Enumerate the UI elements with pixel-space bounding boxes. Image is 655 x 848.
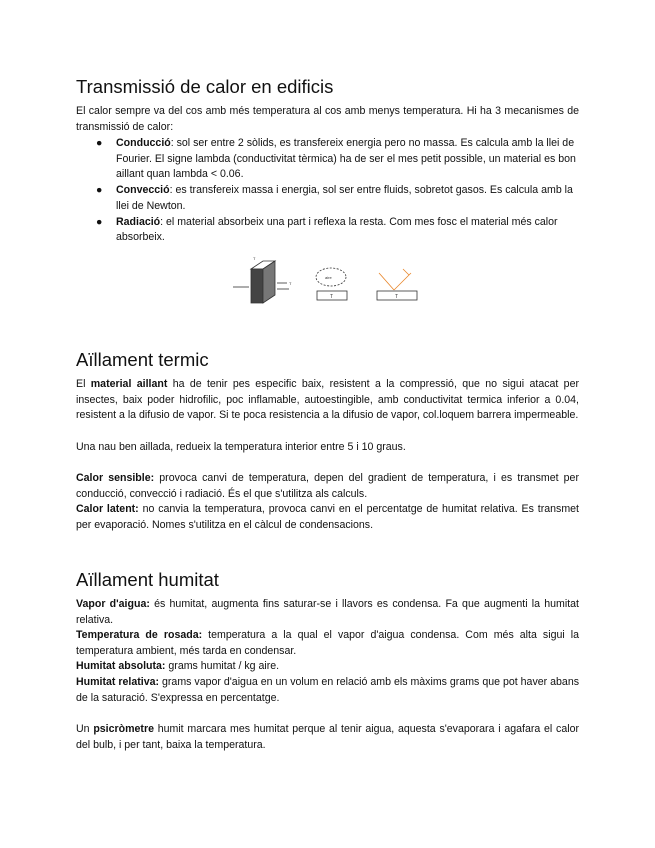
conduction-text: : sol ser entre 2 sòlids, es transfereix energia pero no massa. Es calcula amb la llei de Fourier. El signe lambda (conductivitat tèrmica) ha de ser el mes petit possible, un material es bon aillant quan lambda < 0.06.	[116, 137, 576, 181]
term-dew-point: Temperatura de rosada:	[76, 629, 203, 641]
insulation-paragraph	[76, 377, 579, 424]
term-conduction: Conducció	[116, 137, 171, 149]
list-item	[76, 215, 579, 246]
radiation-text: : el material absorbeix una part i reflexa la resta. Com mes fosc el material més calor absorbeix.	[116, 215, 558, 244]
bullet-icon: ●	[96, 184, 103, 197]
relative-humidity-text: grams vapor d'aigua en un volum en relació amb els màxims grams que pot haver abans de la saturació. S'expressa en percentatge.	[76, 676, 580, 704]
dew-point-text: temperatura a la qual el vapor d'aigua condensa. Com més alta sigui la temperatura ambient, més tarda en condensar.	[76, 629, 579, 657]
heat-transfer-figure	[231, 257, 421, 309]
psychrometer-text: humit marcara mes humitat perque al tenir aigua, aquesta s'evaporara i agafara el calor del bulb, i per tant, baixa la temperatura.	[76, 723, 579, 751]
radiation-t-label: T	[395, 294, 399, 300]
bullet-icon: ●	[96, 137, 103, 149]
convection-text: : es transfereix massa i energia, sol ser entre fluids, sobretot gasos. Es calcula amb la llei de Newton.	[116, 184, 573, 212]
intro-paragraph: El calor sempre va del cos amb més temperatura al cos amb menys temperatura. Hi ha 3 mecanismes de transmissió de calor:	[76, 105, 579, 133]
convection-t-label: T	[330, 294, 334, 300]
svg-text:T: T	[289, 281, 292, 286]
psychrometer-text-pre: Un	[76, 723, 94, 735]
term-water-vapour: Vapor d'aigua:	[76, 598, 150, 610]
convection-label: aire	[325, 275, 332, 280]
latent-heat-paragraph	[76, 502, 579, 533]
radiation-sketch	[377, 269, 417, 300]
insulation-text: ha de tenir pes especific baix, resistent a la compressió, que no sigui atacat per insectes, baix poder hidrofilic, poc inflamable, autoestingible, amb conductivitat termica inferior a 0.04, resistent a la difusio de vapor. Si te poca resistencia a la difusio de vapor, col.loquem barrera impermeable.	[76, 378, 579, 422]
latent-heat-text: no canvia la temperatura, provoca canvi en el percentatge de humitat relativa. Es transmet per evaporació. Nomes s'utilitza en el càlcul de condensacions.	[76, 503, 579, 531]
term-radiation: Radiació	[116, 215, 161, 228]
list-item	[76, 183, 579, 214]
bullet-icon: ●	[96, 215, 103, 228]
sensible-heat-paragraph	[76, 471, 579, 502]
mechanisms-list	[76, 136, 579, 246]
term-convection: Convecció	[116, 184, 170, 197]
term-sensible-heat: Calor sensible:	[76, 472, 155, 484]
term-latent-heat: Calor latent:	[76, 503, 139, 515]
term-insulating-material: material aillant	[90, 378, 168, 390]
section-title-thermal-insulation: Aïllament termic	[76, 349, 209, 370]
water-vapour-text: és humitat, augmenta fins saturar-se i llavors es condensa. Fa que augmenti la humitat relativa.	[76, 598, 580, 626]
term-psychrometer: psicròmetre	[93, 723, 154, 735]
absolute-humidity-text: grams humitat / kg aire.	[165, 660, 280, 672]
def-dew-point	[76, 628, 579, 659]
section-title-humidity-insulation: Aïllament humitat	[76, 569, 219, 590]
section-title-heat-transmission: Transmissió de calor en edificis	[76, 76, 334, 97]
svg-text:T: T	[253, 257, 256, 261]
term-relative-humidity: Humitat relativa:	[76, 676, 160, 688]
insulation-text-pre: El	[76, 378, 91, 390]
def-relative-humidity	[76, 675, 579, 706]
sensible-heat-text: provoca canvi de temperatura, depen del gradient de temperatura, i es transmet per conducció, convecció i radiació. És el que s'utilitza als calculs.	[76, 472, 579, 500]
conduction-sketch	[233, 257, 292, 303]
list-item	[76, 136, 579, 183]
def-water-vapour	[76, 597, 579, 628]
psychrometer-paragraph	[76, 722, 579, 753]
insulation-note: Una nau ben aillada, redueix la temperatura interior entre 5 i 10 graus.	[76, 441, 406, 453]
def-absolute-humidity	[76, 659, 579, 675]
convection-sketch	[316, 268, 347, 300]
term-absolute-humidity: Humitat absoluta:	[76, 660, 166, 672]
